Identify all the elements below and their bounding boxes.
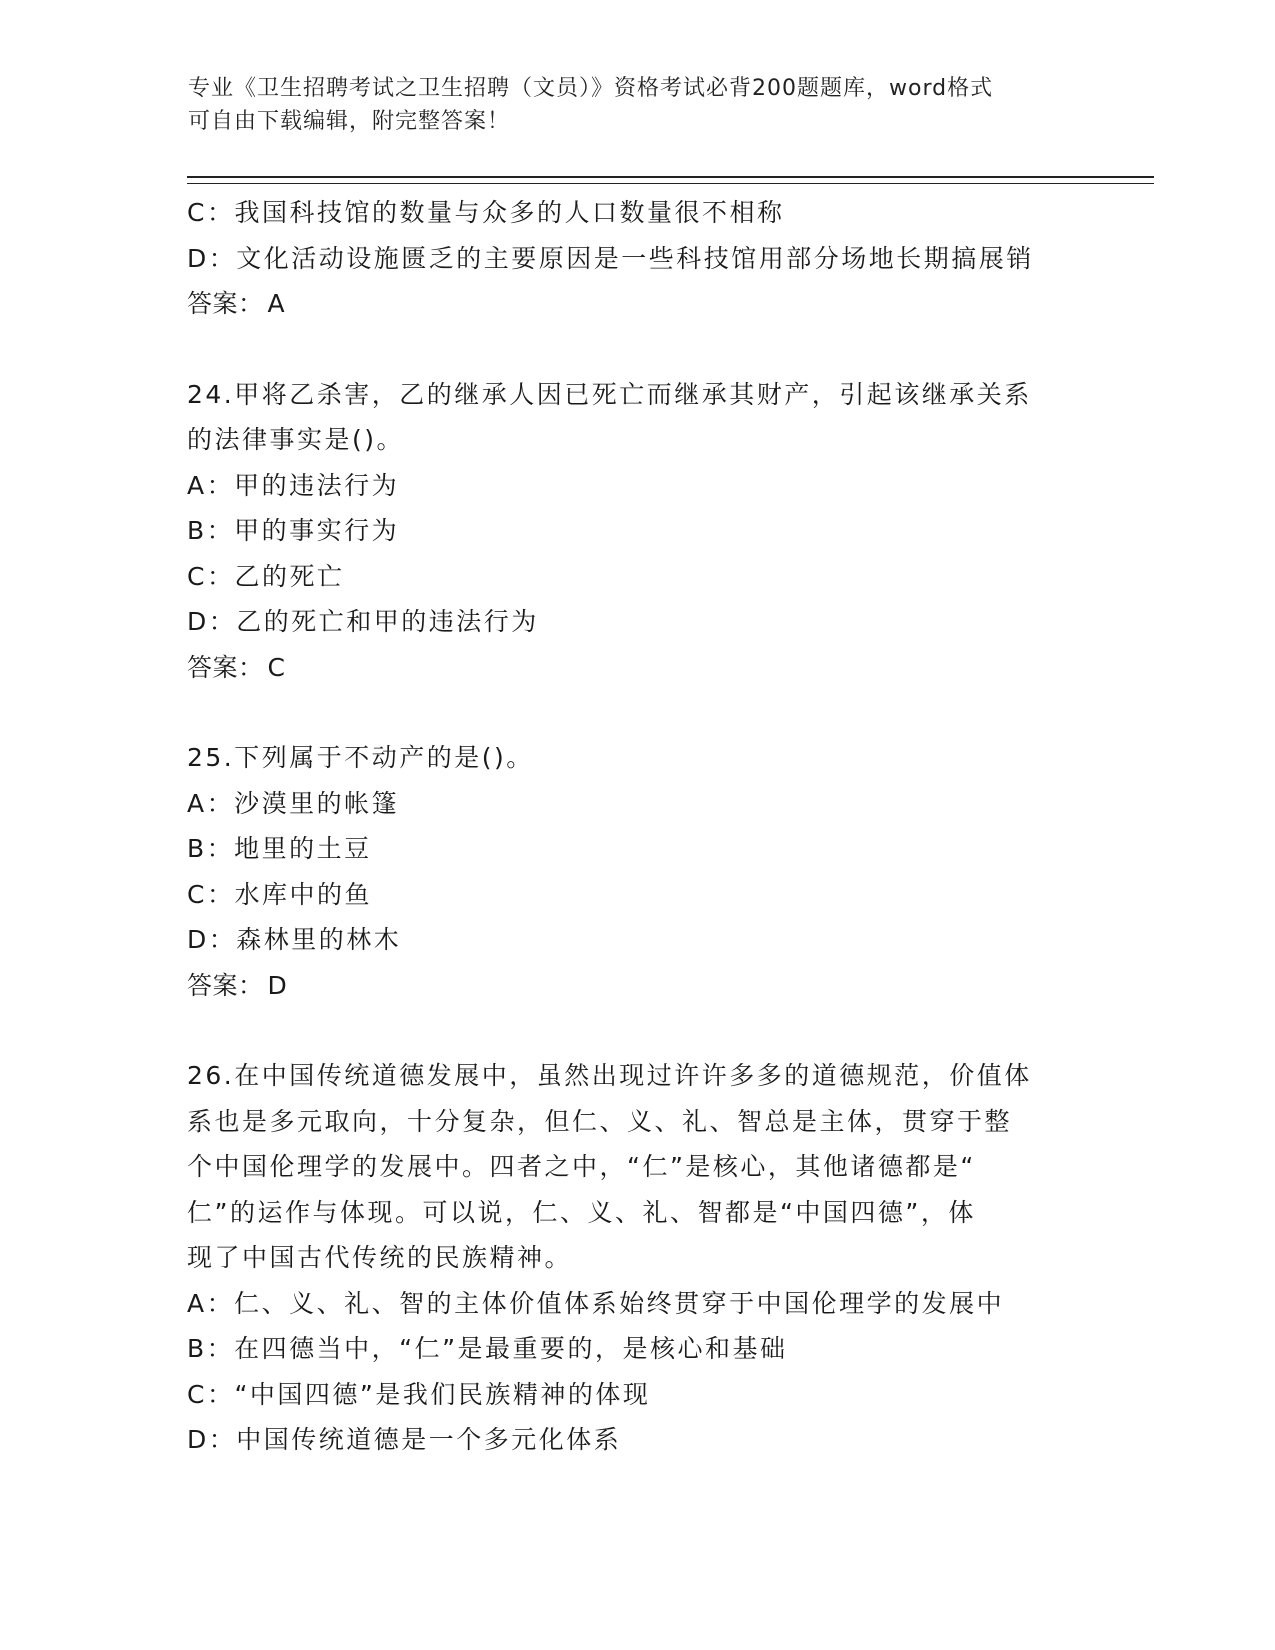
answer-value: C (267, 652, 286, 682)
header-divider (187, 176, 1154, 184)
option-a: A：沙漠里的帐篷 (187, 788, 400, 818)
document-header (188, 72, 1068, 138)
option-c: C：“中国四德”是我们民族精神的体现 (187, 1379, 651, 1409)
answer-line (187, 645, 1087, 691)
spacer (187, 690, 1087, 735)
option-c: C：水库中的鱼 (187, 879, 372, 909)
option-a: A：仁、义、礼、智的主体价值体系始终贯穿于中国伦理学的发展中 (187, 1288, 1005, 1318)
answer-line (187, 963, 1087, 1009)
option-c: C：我国科技馆的数量与众多的人口数量很不相称 (187, 198, 785, 227)
question-24 (187, 372, 1087, 691)
answer-line (187, 281, 1087, 327)
option-d: D：乙的死亡和甲的违法行为 (187, 607, 539, 636)
question-stem: 仁”的运作与体现。可以说，仁、义、礼、智都是“中国四德”，体 (187, 1197, 976, 1227)
option-b: B：甲的事实行为 (187, 516, 400, 545)
question-stem: 个中国伦理学的发展中。四者之中，“仁”是核心，其他诸德都是“ (187, 1152, 976, 1181)
answer-label: 答案： (187, 290, 264, 318)
answer-label: 答案： (187, 971, 264, 1000)
question-content (187, 190, 1087, 1463)
question-25 (187, 735, 1087, 1008)
option-b: B：在四德当中，“仁”是最重要的，是核心和基础 (187, 1334, 788, 1363)
spacer (187, 1008, 1087, 1053)
answer-value: D (267, 970, 288, 1000)
option-b: B：地里的土豆 (187, 834, 372, 863)
question-stem: 25.下列属于不动产的是()。 (187, 743, 534, 772)
option-d: D：文化活动设施匮乏的主要原因是一些科技馆用部分场地长期搞展销 (187, 243, 1034, 273)
question-fragment-23 (187, 190, 1087, 327)
answer-value: A (267, 289, 286, 318)
option-d: D：中国传统道德是一个多元化体系 (187, 1425, 622, 1454)
header-title-line-2: 可自由下载编辑，附完整答案！ (188, 109, 511, 134)
option-c: C：乙的死亡 (187, 561, 345, 591)
spacer (187, 327, 1087, 372)
answer-label: 答案： (187, 653, 264, 682)
option-d: D：森林里的林木 (187, 925, 402, 954)
question-stem: 系也是多元取向，十分复杂，但仁、义、礼、智总是主体，贯穿于整 (187, 1106, 1013, 1136)
option-a: A：甲的违法行为 (187, 470, 400, 500)
question-stem: 24.甲将乙杀害，乙的继承人因已死亡而继承其财产，引起该继承关系 (187, 379, 1032, 409)
question-stem: 的法律事实是()。 (187, 425, 405, 454)
question-stem: 26.在中国传统道德发展中，虽然出现过许许多多的道德规范，价值体 (187, 1061, 1032, 1090)
question-26 (187, 1053, 1087, 1463)
question-stem: 现了中国古代传统的民族精神。 (187, 1243, 573, 1272)
header-title-line-1: 专业《卫生招聘考试之卫生招聘（文员）》资格考试必背200题题库，word格式 (188, 76, 994, 101)
